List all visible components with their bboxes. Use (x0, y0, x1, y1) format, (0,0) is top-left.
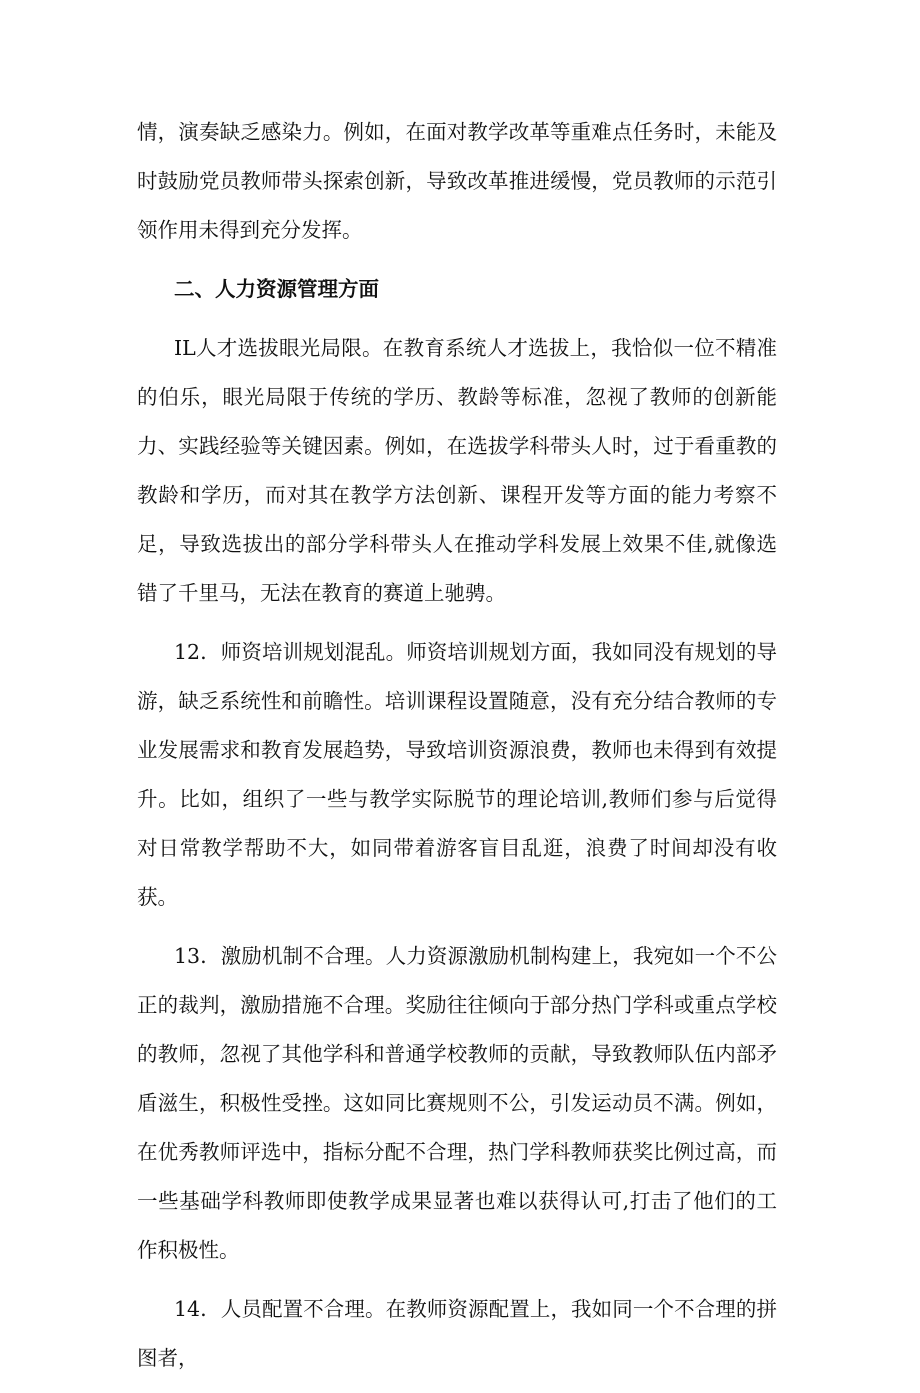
paragraph-incentive-mechanism: 13．激励机制不合理。人力资源激励机制构建上，我宛如一个不公正的裁判，激励措施不合理。奖励往往倾向于部分热门学科或重点学校的教师，忽视了其他学科和普通学校教师的贡献，导致教师队伍内部矛盾滋生，积极性受挫。这如同比赛规则不公，引发运动员不满。例如，在优秀教师评选中，指标分配不合理，热门学科教师获奖比例过高，而一些基础学科教师即使教学成果显著也难以获得认可,打击了他们的工作积极性。 (137, 944, 777, 1262)
section-heading-human-resources: 二、人力资源管理方面 (174, 277, 379, 301)
paragraph-training-planning: 12．师资培训规划混乱。师资培训规划方面，我如同没有规划的导游，缺乏系统性和前瞻性。培训课程设置随意，没有充分结合教师的专业发展需求和教育发展趋势，导致培训资源浪费，教师也未得到有效提升。比如，组织了一些与教学实际脱节的理论培训,教师们参与后觉得对日常教学帮助不大，如同带着游客盲目乱逛，浪费了时间却没有收获。 (137, 640, 777, 909)
document-body (137, 108, 777, 1393)
paragraph-staff-allocation: 14．人员配置不合理。在教师资源配置上，我如同一个不合理的拼图者， (137, 1297, 777, 1370)
paragraph-continuation: 情，演奏缺乏感染力。例如，在面对教学改革等重难点任务时，未能及时鼓励党员教师带头探索创新，导致改革推进缓慢，党员教师的示范引领作用未得到充分发挥。 (137, 120, 777, 242)
paragraph-talent-selection: IL人才选拔眼光局限。在教育系统人才选拔上，我恰似一位不精准的伯乐，眼光局限于传统的学历、教龄等标准，忽视了教师的创新能力、实践经验等关键因素。例如，在选拔学科带头人时，过于看重教的教龄和学历，而对其在教学方法创新、课程开发等方面的能力考察不足，导致选拔出的部分学科带头人在推动学科发展上效果不佳,就像选错了千里马，无法在教育的赛道上驰骋。 (137, 336, 777, 605)
